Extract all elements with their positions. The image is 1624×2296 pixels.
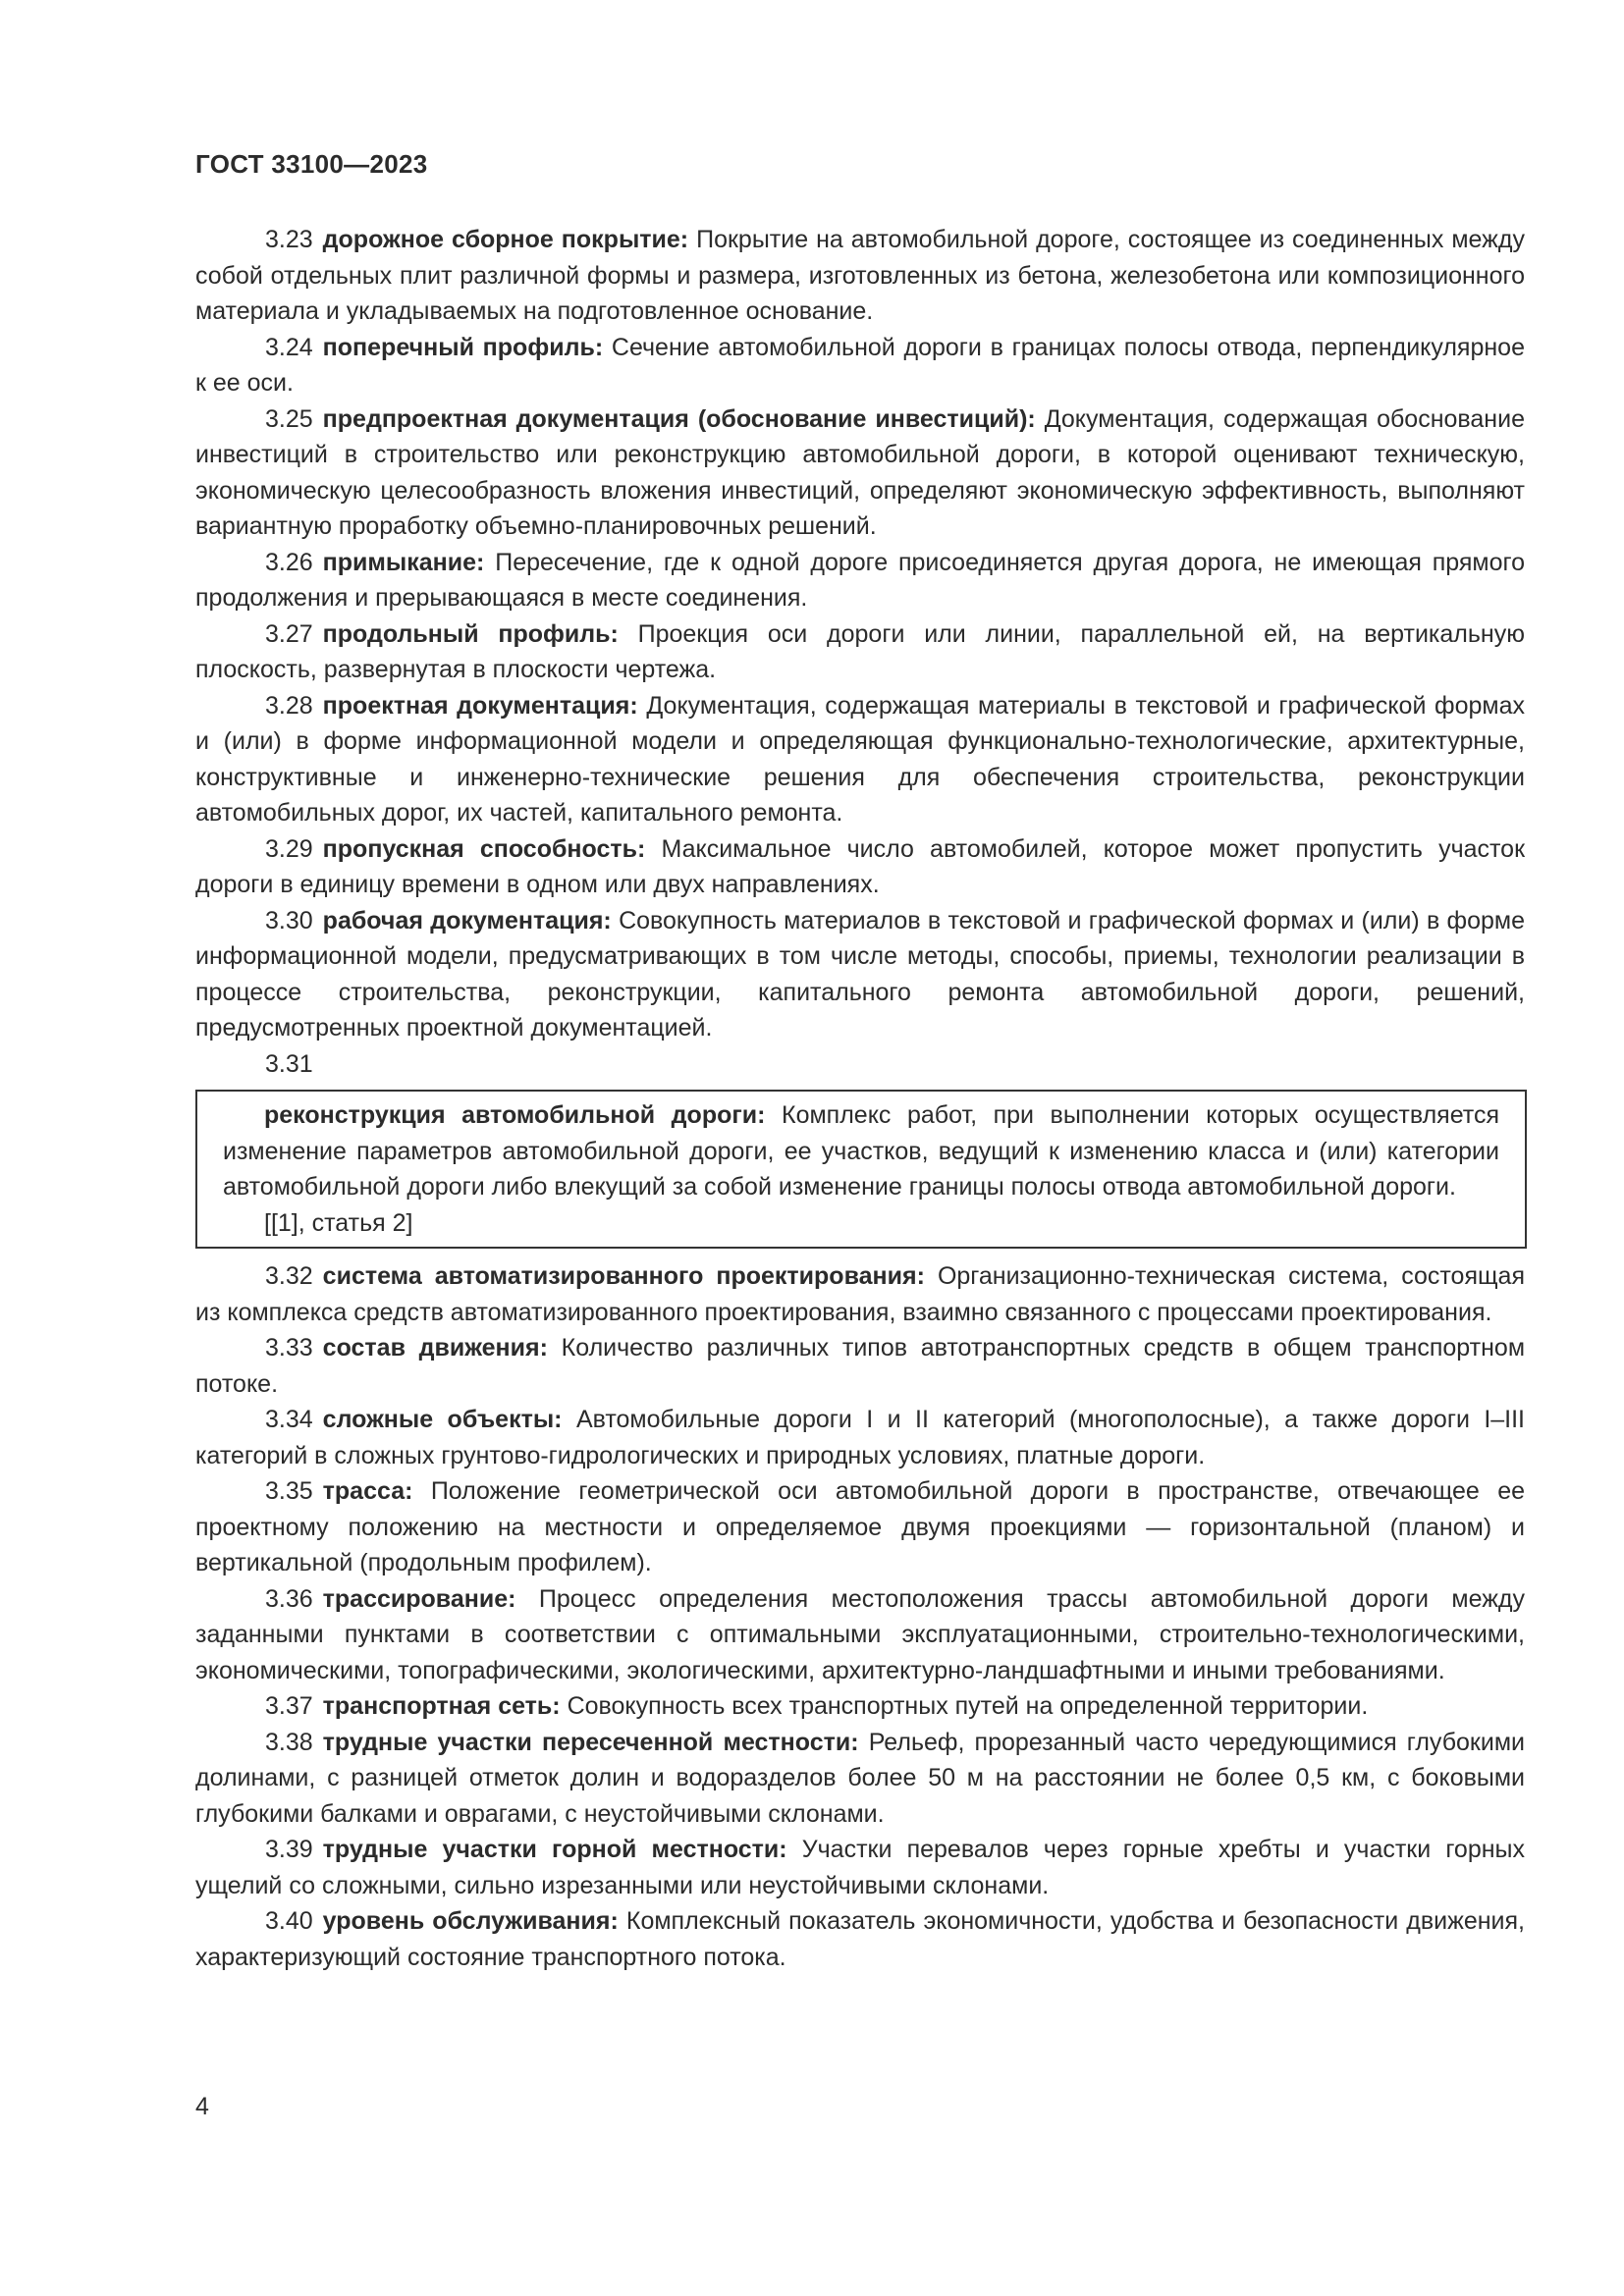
definition-number: 3.28: [265, 691, 313, 720]
definition-term: трасса:: [322, 1477, 413, 1505]
definition-item: [195, 1688, 1525, 1725]
definition-term: сложные объекты:: [322, 1406, 563, 1433]
definition-term: дорожное сборное покрытие:: [322, 226, 689, 253]
definition-item: [195, 330, 1525, 401]
definition-item: [195, 1258, 1525, 1330]
definition-term: трудные участки горной местности:: [322, 1836, 787, 1863]
definition-text: Покрытие на автомобильной дороге, состоящее из соединенных между собой отдельных плит различной формы и размера, изготовленных из бетона, железобетона или композиционного материала и укладываемых на подготовленное основание.: [195, 226, 1525, 325]
definition-number: 3.26: [265, 548, 313, 576]
definition-item: [195, 1832, 1525, 1903]
definition-number: 3.30: [265, 906, 313, 934]
definition-text: Документация, содержащая материалы в текстовой и графической формах и (или) в форме информационной модели и определяющая функционально-технологические, архитектурные, конструктивные и инженерно-технические решения для обеспечения строительства, реконструкции автомобильных дорог, их частей, капитального ремонта.: [195, 691, 1525, 827]
definitions-content: [195, 222, 1525, 1975]
definition-text: Совокупность материалов в текстовой и графической формах и (или) в форме информационной модели, предусматривающих в том числе методы, способы, приемы, технологии реализации в процессе строительства, реконструкции, капитального ремонта автомобильной дороги, решений, предусмотренных проектной документацией.: [195, 906, 1525, 1041]
definition-item: [195, 222, 1525, 330]
definition-item: [195, 1725, 1525, 1833]
quoted-definition: [223, 1097, 1499, 1205]
definition-text: Количество различных типов автотранспортных средств в общем транспортном потоке.: [195, 1334, 1525, 1398]
definition-item: [195, 1903, 1525, 1975]
definition-text: Участки перевалов через горные хребты и участки горных ущелий со сложными, сильно изрезанными или неустойчивыми склонами.: [195, 1836, 1526, 1899]
definition-term: реконструкция автомобильной дороги:: [264, 1101, 766, 1129]
definition-number: 3.37: [265, 1692, 313, 1720]
definition-term: состав движения:: [322, 1334, 548, 1362]
definition-text: Комплекс работ, при выполнении которых осуществляется изменение параметров автомобильной дороги, ее участков, ведущий к изменению класса и (или) категории автомобильной дороги либо влекущий за собой изменение границы полосы отвода автомобильной дороги.: [223, 1101, 1499, 1201]
definition-number: 3.33: [265, 1334, 313, 1362]
definition-text: Документация, содержащая обоснование инвестиций в строительство или реконструкцию автомобильной дороги, в которой оценивают техническую, экономическую целесообразность вложения инвестиций, определяют экономическую эффективность, выполняют вариантную проработку объемно-планировочных решений.: [195, 404, 1525, 540]
definition-term: продольный профиль:: [322, 619, 619, 648]
definition-number: 3.40: [265, 1907, 313, 1935]
definition-text: Совокупность всех транспортных путей на определенной территории.: [567, 1692, 1369, 1720]
definition-text: Максимальное число автомобилей, которое может пропустить участок дороги в единицу времени в одном или двух направлениях.: [195, 834, 1526, 898]
definition-number: 3.23: [265, 226, 313, 253]
definition-text: Автомобильные дороги I и II категорий (многополосные), а также дороги I–III категорий в сложных грунтово-гидрологических и природных условиях, платные дороги.: [195, 1406, 1526, 1469]
document-header: ГОСТ 33100—2023: [195, 149, 428, 179]
definition-item: [195, 1330, 1525, 1402]
definition-item: [195, 1402, 1525, 1473]
definition-number: 3.32: [265, 1262, 313, 1290]
definition-number: 3.24: [265, 333, 313, 361]
definition-term: трудные участки пересеченной местности:: [322, 1728, 859, 1756]
definition-term: трассирование:: [322, 1584, 516, 1613]
definition-text: Пересечение, где к одной дороге присоединяется другая дорога, не имеющая прямого продолжения и прерывающаяся в месте соединения.: [195, 548, 1525, 612]
definition-text: Сечение автомобильной дороги в границах полосы отвода, перпендикулярное к ее оси.: [195, 333, 1525, 397]
definition-term: примыкание:: [322, 548, 485, 576]
definition-item: [195, 616, 1525, 688]
page-number: 4: [195, 2093, 209, 2120]
definition-number: 3.35: [265, 1477, 313, 1505]
definition-term: транспортная сеть:: [322, 1692, 561, 1720]
definition-item: [195, 545, 1525, 616]
definitions-list-before: [195, 222, 1525, 1046]
definition-text: Процесс определения местоположения трассы автомобильной дороги между заданными пунктами в соответствии с оптимальными эксплуатационными, строительно-технологическими, экономическими, топографическими, экологическими, архитектурно-ландшафтными и иными требованиями.: [195, 1584, 1526, 1684]
definition-number: 3.34: [265, 1406, 313, 1433]
definition-term: поперечный профиль:: [322, 333, 604, 361]
definition-item: [195, 1473, 1525, 1581]
definition-number: 3.39: [265, 1836, 313, 1863]
definition-item: [195, 903, 1525, 1046]
definition-text: Рельеф, прорезанный часто чередующимися глубокими долинами, с разницей отметок долин и водоразделов более 50 м на расстоянии не более 0,5 км, с боковыми глубокими балками и оврагами, с неустойчивыми склонами.: [195, 1728, 1525, 1828]
definition-term: уровень обслуживания:: [322, 1907, 619, 1935]
definition-number: 3.36: [265, 1584, 313, 1613]
definition-item: [195, 1581, 1525, 1689]
definition-number: 3.25: [265, 404, 313, 433]
definition-text: Организационно-техническая система, состоящая из комплекса средств автоматизированного проектирования, взаимно связанного с процессами проектирования.: [195, 1262, 1526, 1326]
definition-term: проектная документация:: [322, 691, 638, 720]
definition-item: [195, 688, 1525, 831]
definition-item: [195, 831, 1525, 903]
definition-source: [[1], статья 2]: [264, 1208, 413, 1237]
definition-term: пропускная способность:: [322, 834, 646, 863]
definition-term: система автоматизированного проектирования:: [322, 1262, 925, 1290]
definition-text: Комплексный показатель экономичности, удобства и безопасности движения, характеризующий состояние транспортного потока.: [195, 1907, 1525, 1971]
definition-text: Положение геометрической оси автомобильной дороги в пространстве, отвечающее ее проектному положению на местности и определяемое двумя проекциями — горизонтальной (планом) и вертикальной (продольным профилем).: [195, 1477, 1526, 1576]
definition-number: 3.27: [265, 619, 313, 648]
quoted-definition-box: [195, 1090, 1527, 1249]
definition-number: 3.38: [265, 1728, 313, 1756]
definition-term: предпроектная документация (обоснование инвестиций):: [322, 404, 1036, 433]
definition-number: 3.29: [265, 834, 313, 863]
definition-text: Проекция оси дороги или линии, параллельной ей, на вертикальную плоскость, развернутая в плоскости чертежа.: [195, 619, 1525, 683]
definition-term: рабочая документация:: [322, 906, 612, 934]
definition-number: 3.31: [265, 1049, 313, 1078]
definitions-list-after: [195, 1258, 1525, 1975]
definition-item: [195, 401, 1525, 545]
